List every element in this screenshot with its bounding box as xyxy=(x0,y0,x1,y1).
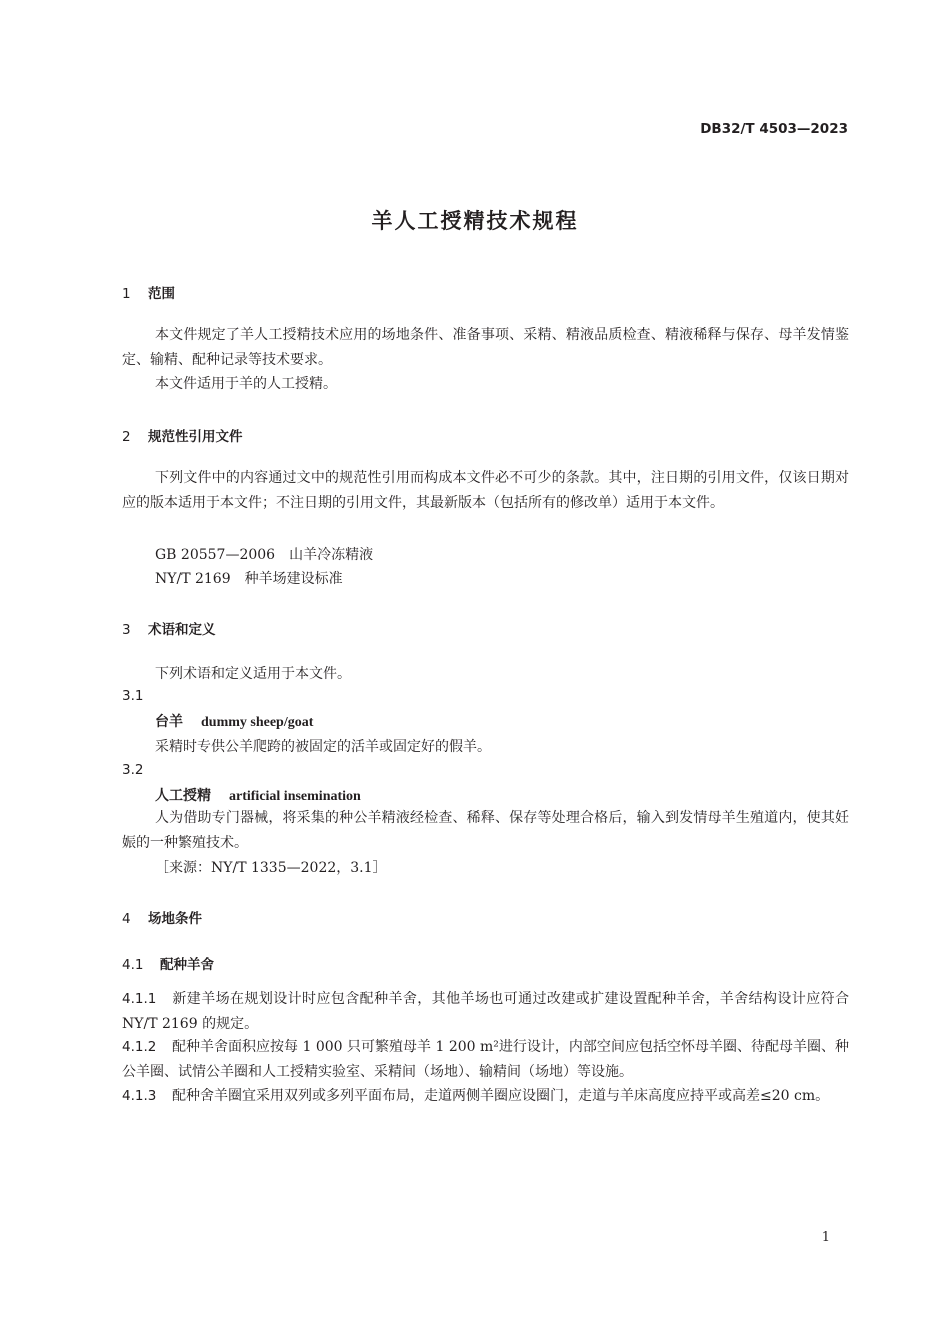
section-heading: 3 术语和定义 xyxy=(122,622,216,638)
section-heading: 1 范围 xyxy=(122,286,175,302)
section-heading: 4 场地条件 xyxy=(122,911,202,927)
clause: 4.1.3 配种舍羊圈宜采用双列或多列平面布局，走道两侧羊圈应设圈门，走道与羊床高度应持平或高差≤20 cm。 xyxy=(122,1088,830,1104)
clause: 4.1.2 配种羊舍面积应按每 1 000 只可繁殖母羊 1 200 m²进行设计，内部空间应包括空怀母羊圈、待配母羊圈、种公羊圈、试情公羊圈和人工授精实验室、采精间（场地）、输精间（场地）等设施。 xyxy=(122,1039,849,1080)
term-definition: 人为借助专门器械，将采集的种公羊精液经检查、稀释、保存等处理合格后，输入到发情母羊生殖道内，使其妊娠的一种繁殖技术。 xyxy=(122,810,849,851)
standard-number: DB32/T 4503—2023 xyxy=(700,121,848,137)
term-definition: 采精时专供公羊爬跨的被固定的活羊或固定好的假羊。 xyxy=(155,739,491,755)
subsection-heading: 4.1 配种羊舍 xyxy=(122,957,214,973)
term-number: 3.1 xyxy=(122,688,144,704)
reference-item: NY/T 2169 种羊场建设标准 xyxy=(155,571,343,587)
document-title: 羊人工授精技术规程 xyxy=(371,209,579,233)
paragraph: 下列文件中的内容通过文中的规范性引用而构成本文件必不可少的条款。其中，注日期的引用文件，仅该日期对应的版本适用于本文件；不注日期的引用文件，其最新版本（包括所有的修改单）适用于本文件。 xyxy=(122,470,849,511)
term-number: 3.2 xyxy=(122,762,144,778)
reference-item: GB 20557—2006 山羊冷冻精液 xyxy=(155,547,374,563)
term-heading: 人工授精 artificial insemination xyxy=(155,788,361,804)
section-heading: 2 规范性引用文件 xyxy=(122,429,243,445)
paragraph: 本文件规定了羊人工授精技术应用的场地条件、准备事项、采精、精液品质检查、精液稀释与保存、母羊发情鉴定、输精、配种记录等技术要求。 xyxy=(122,327,849,368)
paragraph: 本文件适用于羊的人工授精。 xyxy=(155,376,337,392)
term-heading: 台羊 dummy sheep/goat xyxy=(155,714,314,730)
paragraph: 下列术语和定义适用于本文件。 xyxy=(155,666,351,682)
clause: 4.1.1 新建羊场在规划设计时应包含配种羊舍，其他羊场也可通过改建或扩建设置配种羊舍，羊舍结构设计应符合 NY/T 2169 的规定。 xyxy=(122,991,849,1032)
page-number: 1 xyxy=(821,1230,830,1245)
term-source: ［来源：NY/T 1335—2022，3.1］ xyxy=(155,860,387,876)
